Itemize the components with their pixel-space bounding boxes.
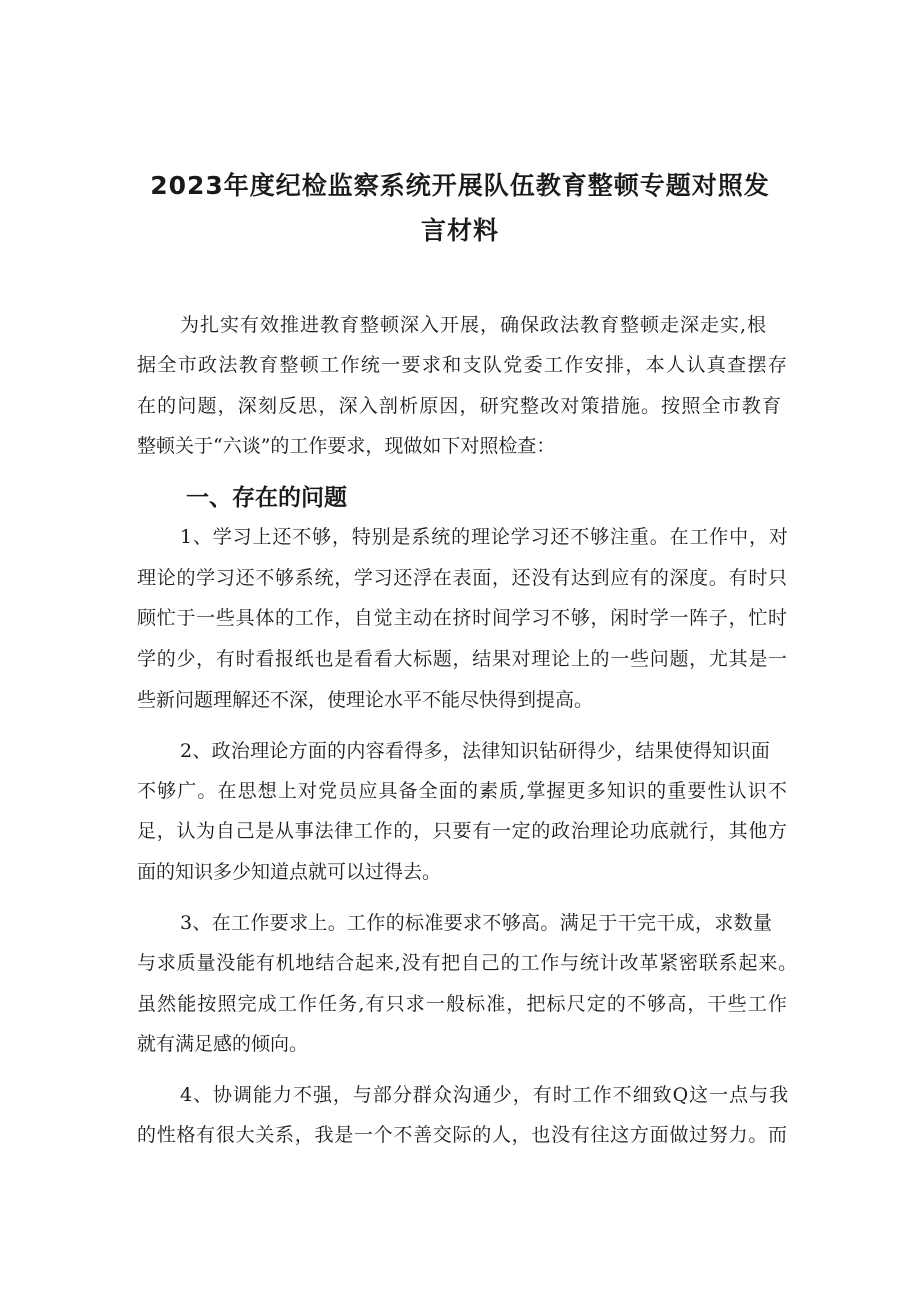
document-title-line-2: 言材料 xyxy=(420,216,499,245)
intro-line-4: 整顿关于“六谈”的工作要求，现做如下对照检查： xyxy=(137,435,556,457)
section-heading-problems: 一、存在的问题 xyxy=(186,485,347,511)
intro-line-1: 为扎实有效推进教育整顿深入开展，确保政法教育整顿走深走实,根 xyxy=(180,314,768,336)
item1-line-4: 学的少，有时看报纸也是看看大标题，结果对理论上的一些问题，尤其是一 xyxy=(137,648,788,670)
item2-line-1: 2、政治理论方面的内容看得多，法律知识钻研得少，结果使得知识面 xyxy=(180,740,771,762)
item1-line-1: 1、学习上还不够，特别是系统的理论学习还不够注重。在工作中，对 xyxy=(180,526,789,548)
item3-line-2: 与求质量没能有机地结合起来,没有把自己的工作与统计改革紧密联系起来。 xyxy=(137,952,798,974)
item3-line-4: 就有满足感的倾向。 xyxy=(137,1033,309,1055)
item4-line-2: 的性格有很大关系，我是一个不善交际的人，也没有往这方面做过努力。而 xyxy=(137,1124,788,1146)
intro-line-3: 在的问题，深刻反思，深入剖析原因，研究整改对策措施。按照全市教育 xyxy=(137,395,783,417)
item3-line-1: 3、在工作要求上。工作的标准要求不够高。满足于干完干成，求数量 xyxy=(180,912,773,934)
item1-line-5: 些新问题理解还不深，使理论水平不能尽快得到提高。 xyxy=(137,689,594,711)
item2-line-2: 不够广。在思想上对党员应具备全面的素质,掌握更多知识的重要性认识不 xyxy=(137,780,789,802)
item3-line-3: 虽然能按照完成工作任务,有只求一般标准，把标尺定的不够高，干些工作 xyxy=(137,993,789,1015)
item4-line-1: 4、协调能力不强，与部分群众沟通少，有时工作不细致Q这一点与我 xyxy=(180,1084,790,1106)
document-title-line-1: 2023年度纪检监察系统开展队伍教育整顿专题对照发 xyxy=(150,171,770,200)
item1-line-3: 顾忙于一些具体的工作，自觉主动在挤时间学习不够，闲时学一阵子，忙时 xyxy=(137,607,788,629)
intro-line-2: 据全市政法教育整顿工作统一要求和支队党委工作安排，本人认真查摆存 xyxy=(137,354,789,376)
item2-line-4: 面的知识多少知道点就可以过得去。 xyxy=(137,861,442,883)
item2-line-3: 足，认为自己是从事法律工作的，只要有一定的政治理论功底就行，其他方 xyxy=(137,820,788,842)
item1-line-2: 理论的学习还不够系统，学习还浮在表面，还没有达到应有的深度。有时只 xyxy=(137,567,788,589)
